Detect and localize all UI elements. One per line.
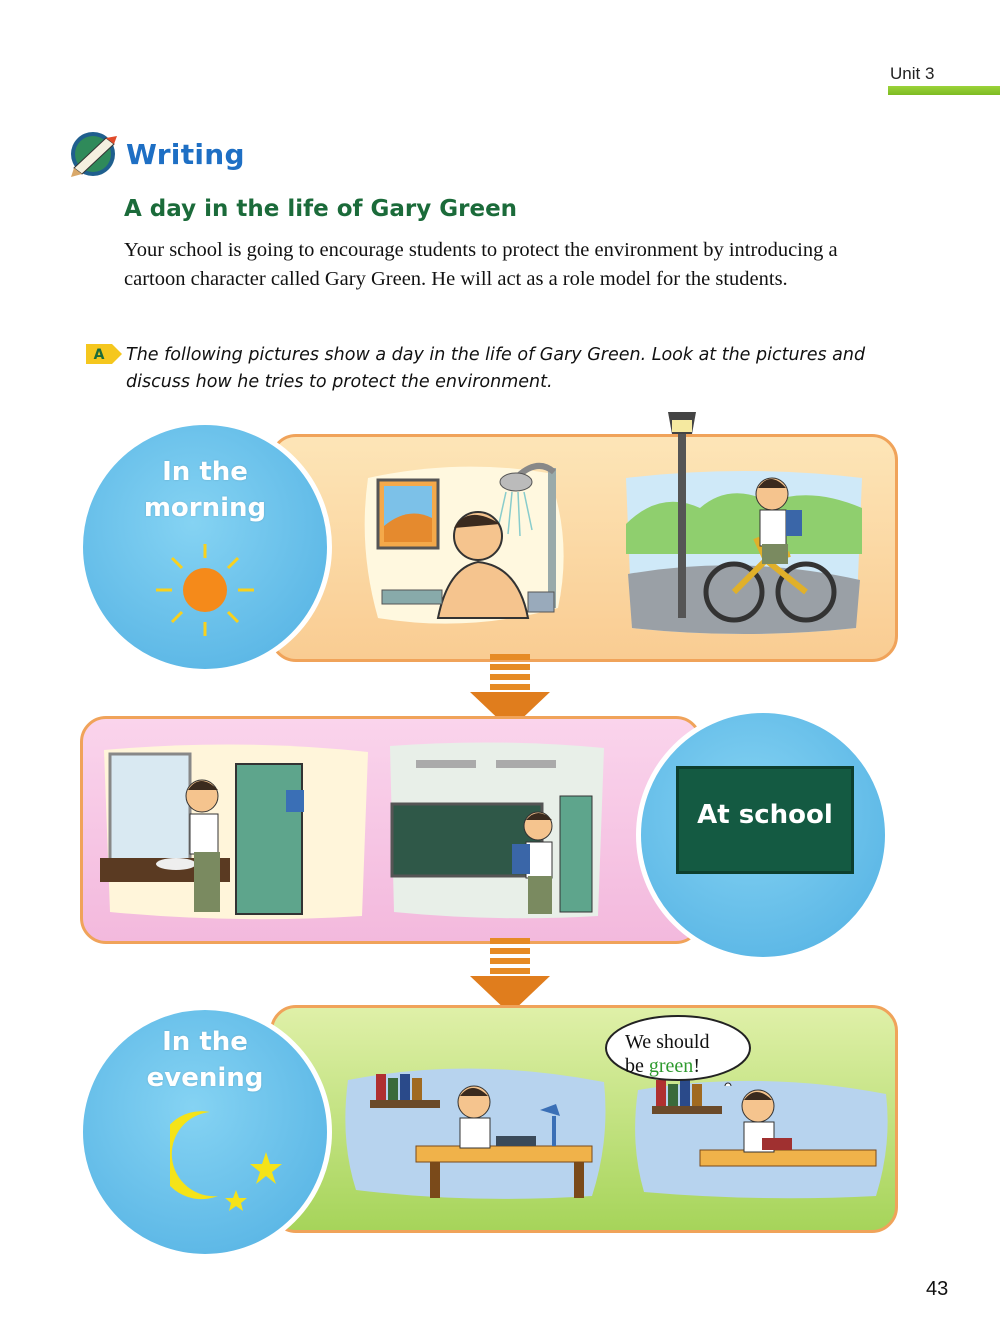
unit-label: Unit 3 <box>890 64 935 83</box>
lesson-intro: Your school is going to encourage students to protect the environment by introducing a cartoon character called Gary Green. He will act as a role model for the students. <box>124 239 838 290</box>
pencil-icon <box>68 128 120 178</box>
morning-label <box>80 454 330 526</box>
school-label: At school <box>697 800 833 830</box>
cycling-illustration <box>620 404 868 640</box>
section-title: Writing <box>126 138 245 171</box>
bathroom-illustration <box>100 740 372 920</box>
moon-icon <box>170 1108 290 1218</box>
page-number: 43 <box>926 1278 949 1300</box>
lesson-title: A day in the life of Gary Green <box>124 196 518 222</box>
homework-illustration <box>340 1060 610 1200</box>
classroom-illustration <box>386 740 608 920</box>
activity-badge <box>86 344 122 364</box>
sun-icon <box>150 540 260 640</box>
speech-green-word: green <box>648 1055 694 1077</box>
speech-text <box>625 1030 710 1078</box>
shower-illustration <box>348 458 578 638</box>
down-arrow-icon <box>470 938 550 1014</box>
speech-prefix: be <box>625 1055 649 1077</box>
morning-label-line2: morning <box>143 493 267 523</box>
speech-suffix: ! <box>693 1055 700 1077</box>
activity-instruction: The following pictures show a day in the life of Gary Green. Look at the pictures and discuss how he tries to protect the environment. <box>126 345 866 392</box>
speech-line1: We should <box>625 1031 710 1053</box>
activity-badge-letter: A <box>93 347 105 363</box>
evening-label <box>80 1024 330 1096</box>
unit-accent-bar <box>888 86 1000 95</box>
thinking-illustration <box>630 1070 892 1200</box>
evening-label-line1: In the <box>162 1027 248 1057</box>
speech-line2 <box>625 1054 710 1078</box>
morning-label-line1: In the <box>162 457 248 487</box>
evening-label-line2: evening <box>146 1063 264 1093</box>
